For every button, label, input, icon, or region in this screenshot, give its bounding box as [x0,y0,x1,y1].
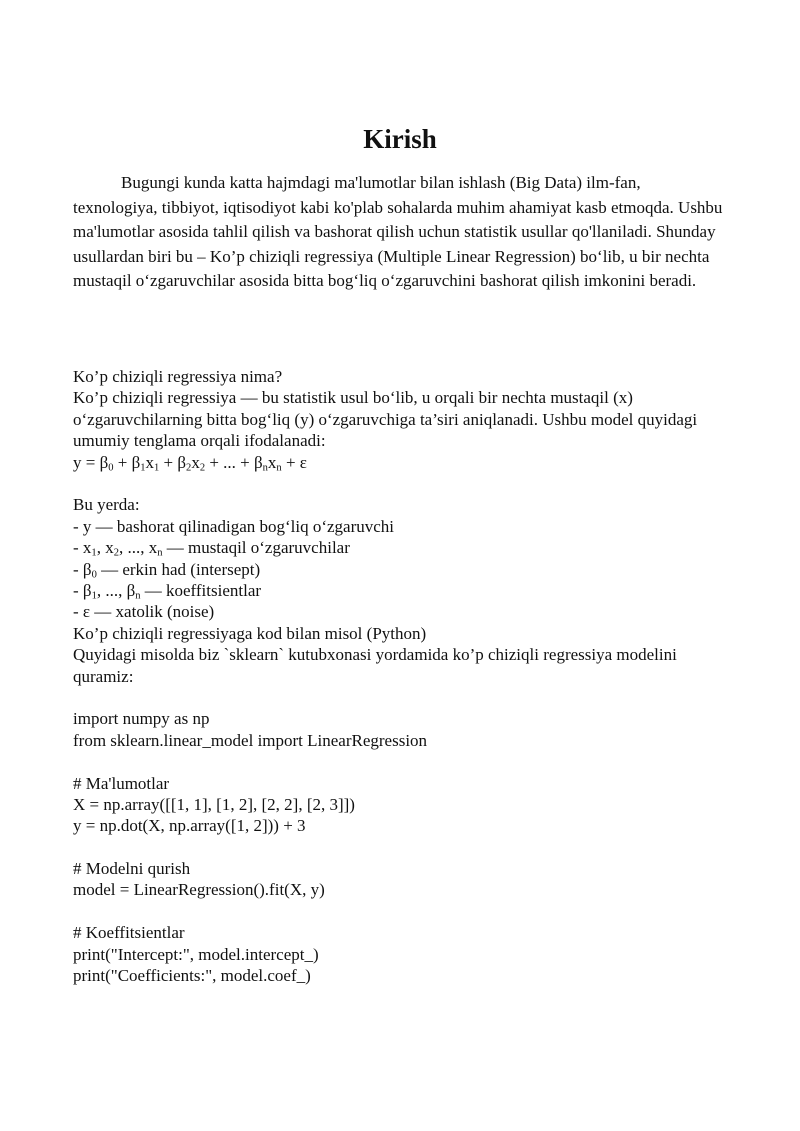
code-comment: # Koeffitsientlar [73,923,185,943]
section-text: Ko’p chiziqli regressiya — bu statistik usul bo‘lib, u orqali bir nechta mustaqil (x) o‘zgaruvchilarning bitta bog‘liq (y) o‘zgaruvchiga ta’siri aniqlanadi. Ushbu model quyidagi umumiy tenglama orqali ifodalanadi: [73,388,698,451]
example-text: Quyidagi misolda biz `sklearn` kutubxonasi yordamida ko’p chiziqli regressiya modelini quramiz: [73,645,677,686]
spacer [73,837,727,858]
code-line: y = np.dot(X, np.array([1, 2])) + 3 [73,816,306,836]
document-body [73,366,727,986]
code-comment: # Ma'lumotlar [73,773,170,793]
code-line: print("Intercept:", model.intercept_) [73,944,319,964]
code-line: model = LinearRegression().fit(X, y) [73,880,325,900]
spacer [73,751,727,772]
page-title: Kirish [363,124,437,154]
section-heading: Ko’p chiziqli regressiya nima? [73,367,283,386]
regression-equation: $y = \beta_0 + \beta_1x_1 + \beta_2x_2$ + ... + $\beta_nx_n + \varepsilon$ [73,452,307,474]
code-comment: # Modelni qurish [73,859,191,879]
spacer [73,687,727,708]
spacer [73,901,727,922]
spacer [73,473,727,494]
code-line: import numpy as np [73,709,210,729]
legend-intro: Bu yerda: [73,495,140,515]
code-line: X = np.array([[1, 1], [1, 2], [2, 2], [2, 3]]) [73,794,355,814]
example-heading: Ko’p chiziqli regressiyaga kod bilan misol (Python) [73,623,427,643]
legend-item-betas: - $\beta_1$, ..., $\beta_n$ — koeffitsientlar [73,580,262,602]
intro-paragraph: Bugungi kunda katta hajmdagi ma'lumotlar bilan ishlash (Big Data) ilm-fan, texnologiya, tibbiyot, iqtisodiyot kabi ko'plab sohalarda muhim ahamiyat kasb etmoqda. Ushbu ma'lumotlar asosida tahlil qilish va bashorat qilish uchun statistik usullar qo'llaniladi. Shunday usullardan biri bu – Ko’p chiziqli regressiya (Multiple Linear Regression) bo‘lib, u bir nechta mustaqil o‘zgaruvchilar asosida bitta bog‘liq o‘zgaruvchini bashorat qilish imkonini beradi. [73,173,723,291]
legend-item-beta0: - $\beta_0$ — erkin had (intersept) [73,559,261,581]
code-line: print("Coefficients:", model.coef_) [73,966,311,986]
legend-item-epsilon: - ε — xatolik (noise) [73,602,215,622]
legend-item-y: - y — bashorat qilinadigan bog‘liq o‘zgaruvchi [73,516,395,536]
legend-item-x: - $x_1$, $x_2$, ..., $x_n$ — mustaqil o‘zgaruvchilar [73,538,350,559]
code-line: from sklearn.linear_model import LinearRegression [73,730,428,750]
